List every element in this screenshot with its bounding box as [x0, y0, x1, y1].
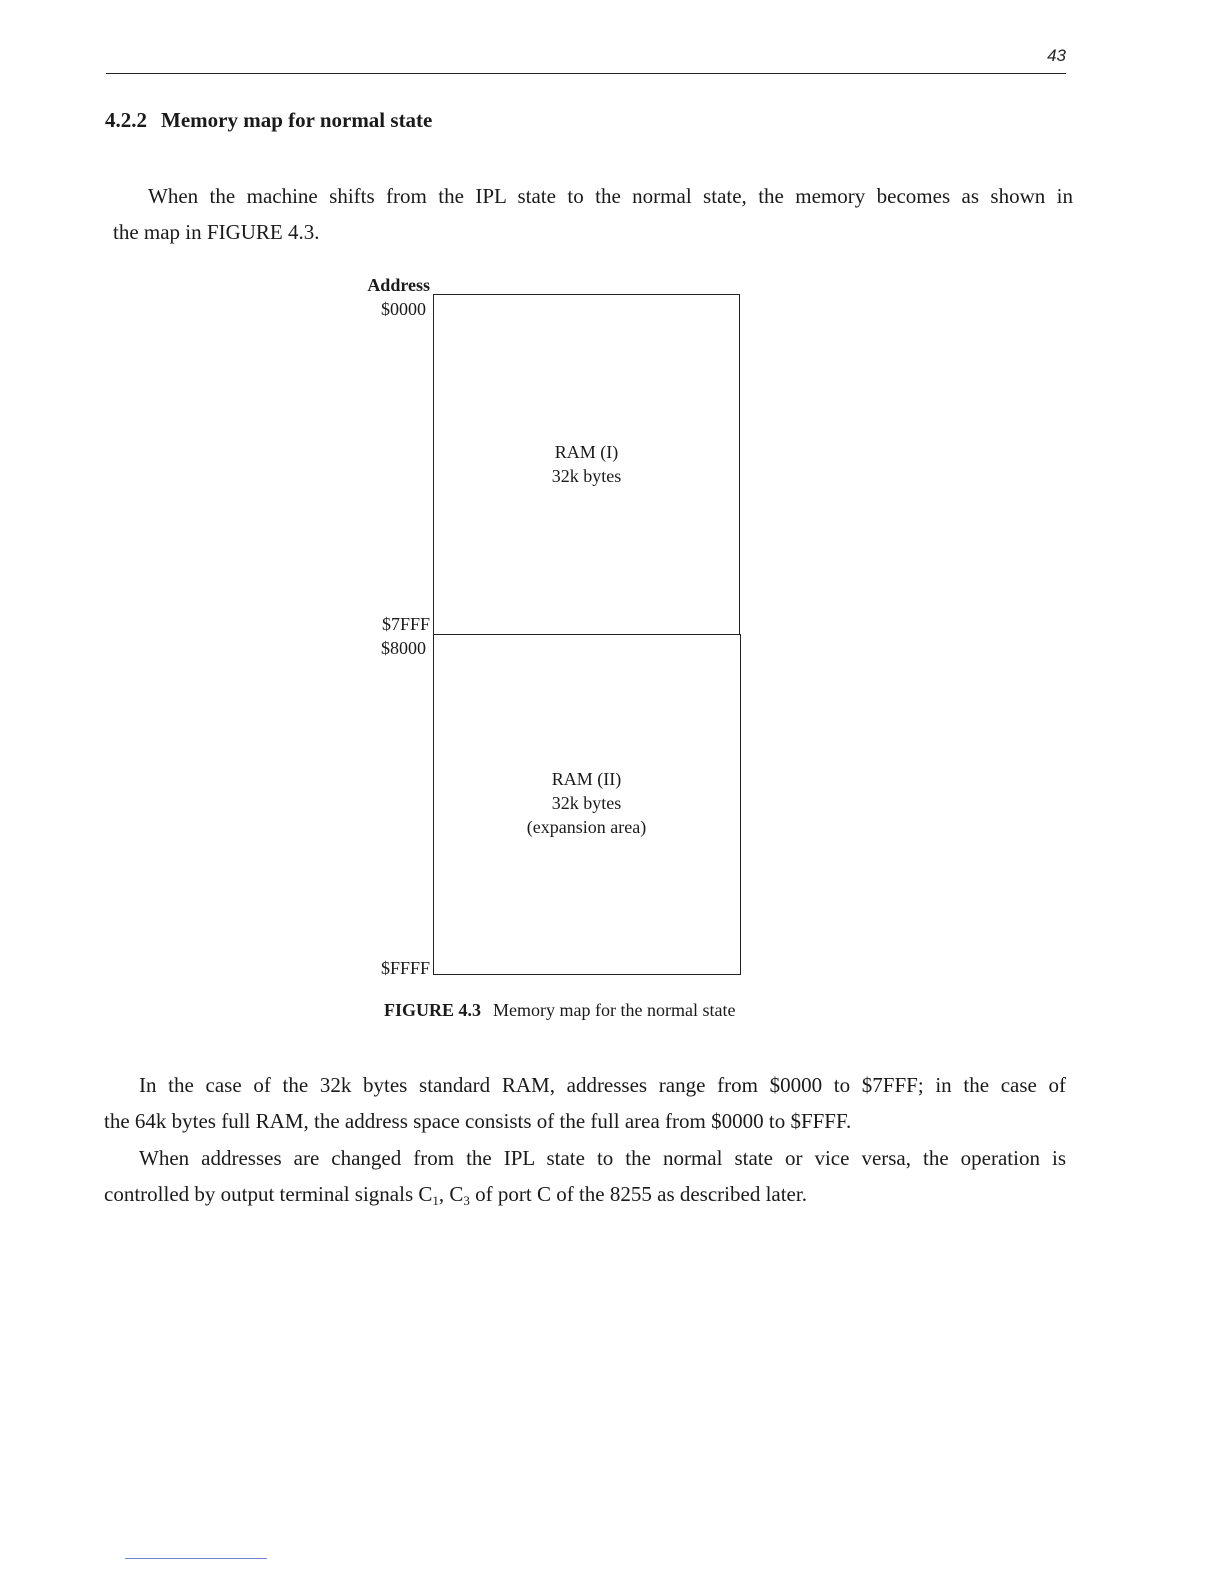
intro-line-1 [113, 178, 1073, 214]
section-heading [105, 108, 432, 133]
ram-2-label [433, 767, 740, 839]
switching-paragraph [104, 1140, 1066, 1219]
ram-1-label [433, 440, 740, 488]
ram-2-note: (expansion area) [526, 817, 647, 837]
figure-caption-label: FIGURE 4.3 [384, 1000, 482, 1020]
address-start: $0000 [381, 299, 426, 319]
section-title: Memory map for normal state [161, 108, 433, 132]
switching-line-2-a: controlled by output terminal signals C [104, 1182, 433, 1206]
switching-line-1 [104, 1140, 1066, 1176]
ram-range-line-1-text: In the case of the 32k bytes standard RAM, addresses range from $0000 to $7FFF; in the case of [139, 1073, 1066, 1097]
ram-1-size: 32k bytes [551, 466, 622, 486]
page-number: 43 [1047, 46, 1066, 65]
address-end: $FFFF [380, 958, 430, 978]
section-number: 4.2.2 [105, 108, 147, 132]
address-column-label: Address [367, 275, 430, 295]
address-lower-start: $8000 [381, 638, 426, 658]
figure-caption-text: Memory map for the normal state [493, 1000, 736, 1020]
signal-c3-subscript: 3 [463, 1193, 470, 1208]
ram-range-paragraph [104, 1067, 1066, 1139]
ram-2-size: 32k bytes [551, 793, 622, 813]
ram-range-line-1 [104, 1067, 1066, 1103]
switching-line-2 [104, 1176, 1066, 1219]
ram-1-name: RAM (I) [554, 442, 619, 462]
intro-paragraph [113, 178, 1073, 250]
signal-c1-subscript: 1 [432, 1193, 439, 1208]
switching-line-2-c: of port C of the 8255 as described later. [469, 1182, 807, 1206]
intro-line-2: the map in FIGURE 4.3. [113, 220, 320, 244]
switching-line-1-text: When addresses are changed from the IPL state to the normal state or vice versa, the operation is [139, 1146, 1066, 1170]
header-rule [106, 73, 1066, 74]
ram-2-name: RAM (II) [551, 769, 622, 789]
figure-caption [384, 1000, 735, 1021]
address-upper-end: $7FFF [381, 614, 430, 634]
switching-line-2-b: , C [438, 1182, 464, 1206]
intro-line-1-text: When the machine shifts from the IPL state to the normal state, the memory becomes as shown in [148, 184, 1073, 208]
footnote-rule [125, 1558, 267, 1559]
ram-range-line-2: the 64k bytes full RAM, the address space consists of the full area from $0000 to $FFFF. [104, 1109, 852, 1133]
